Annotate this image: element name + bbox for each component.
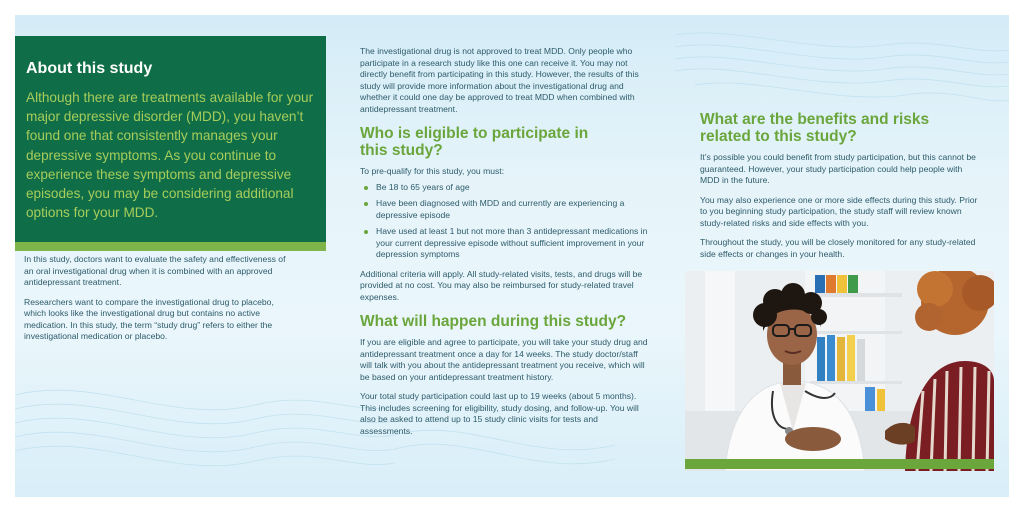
benefits-column <box>700 107 983 268</box>
happen-paragraph: Your total study participation could last up to 19 weeks (about 5 months). This includes screening for eligibility, study dosing, and follow-up. You will also be asked to attend up to 15 study clinic visits for tests and assessments. <box>360 391 639 436</box>
photo-accent-strip <box>685 459 994 469</box>
benefits-paragraph: It’s possible you could benefit from study participation, but this cannot be guaranteed. However, your study participation could help people with MDD in the future. <box>700 152 976 185</box>
about-section <box>15 36 326 242</box>
about-paragraph: In this study, doctors want to evaluate the safety and effectiveness of an oral investigational drug when it is combined with an approved antidepressant treatment. <box>24 254 286 287</box>
approval-paragraph: The investigational drug is not approved to treat MDD. Only people who participate in a research study like this one can receive it. You may not directly benefit from participating in this study. However, the results of this study will provide more information about the investigational drug and whether it could one day be approved to treat MDD when combined with antidepressant treatment. <box>360 46 639 114</box>
benefits-paragraph: Throughout the study, you will be closely monitored for any study-related side effects or changes in your health. <box>700 237 976 259</box>
list-item: Have used at least 1 but not more than 3 antidepressant medications in your current depressive episode without sufficient improvement in your depression symptoms <box>360 226 652 261</box>
middle-column <box>360 46 652 445</box>
happen-title: What will happen during this study? <box>360 313 627 330</box>
doctor-patient-photo-icon <box>685 271 994 471</box>
eligibility-list <box>360 182 652 261</box>
benefits-title: What are the benefits and risks related to this study? <box>700 111 930 145</box>
list-item: Have been diagnosed with MDD and currently are experiencing a depressive episode <box>360 198 652 221</box>
happen-paragraph: If you are eligible and agree to participate, you will take your study drug and antidepressant treatment once a day for 14 weeks. The study doctor/staff will talk with you about the antidepressant treatment you receive, which will be based on your antidepressant treatment history. <box>360 337 648 382</box>
about-intro: Although there are treatments available for your major depressive disorder (MDD), you haven’t found one that consistently manages your depressive symptoms. As you continue to experience these symptoms and depressive episodes, you may be considering additional options for your MDD. <box>26 90 314 221</box>
doctor-patient-photo <box>685 271 994 471</box>
benefits-paragraph: You may also experience one or more side effects during this study. Prior to you beginning study participation, the study staff will review known study-related risks and side effects with you. <box>700 194 978 228</box>
about-accent-strip <box>15 242 326 251</box>
about-title: About this study <box>26 60 153 77</box>
eligibility-title: Who is eligible to participate in this study? <box>360 125 589 159</box>
about-details <box>24 254 286 351</box>
about-paragraph: Researchers want to compare the investigational drug to placebo, which looks like the investigational drug but contains no active medication. In this study, the term “study drug” refers to either the investigational medication or placebo. <box>24 296 274 341</box>
list-item: Be 18 to 65 years of age <box>360 182 652 194</box>
eligibility-after: Additional criteria will apply. All study-related visits, tests, and drugs will be provided at no cost. You may also be reimbursed for study-related travel expenses. <box>360 268 643 302</box>
eligibility-lead: To pre-qualify for this study, you must: <box>360 166 505 176</box>
